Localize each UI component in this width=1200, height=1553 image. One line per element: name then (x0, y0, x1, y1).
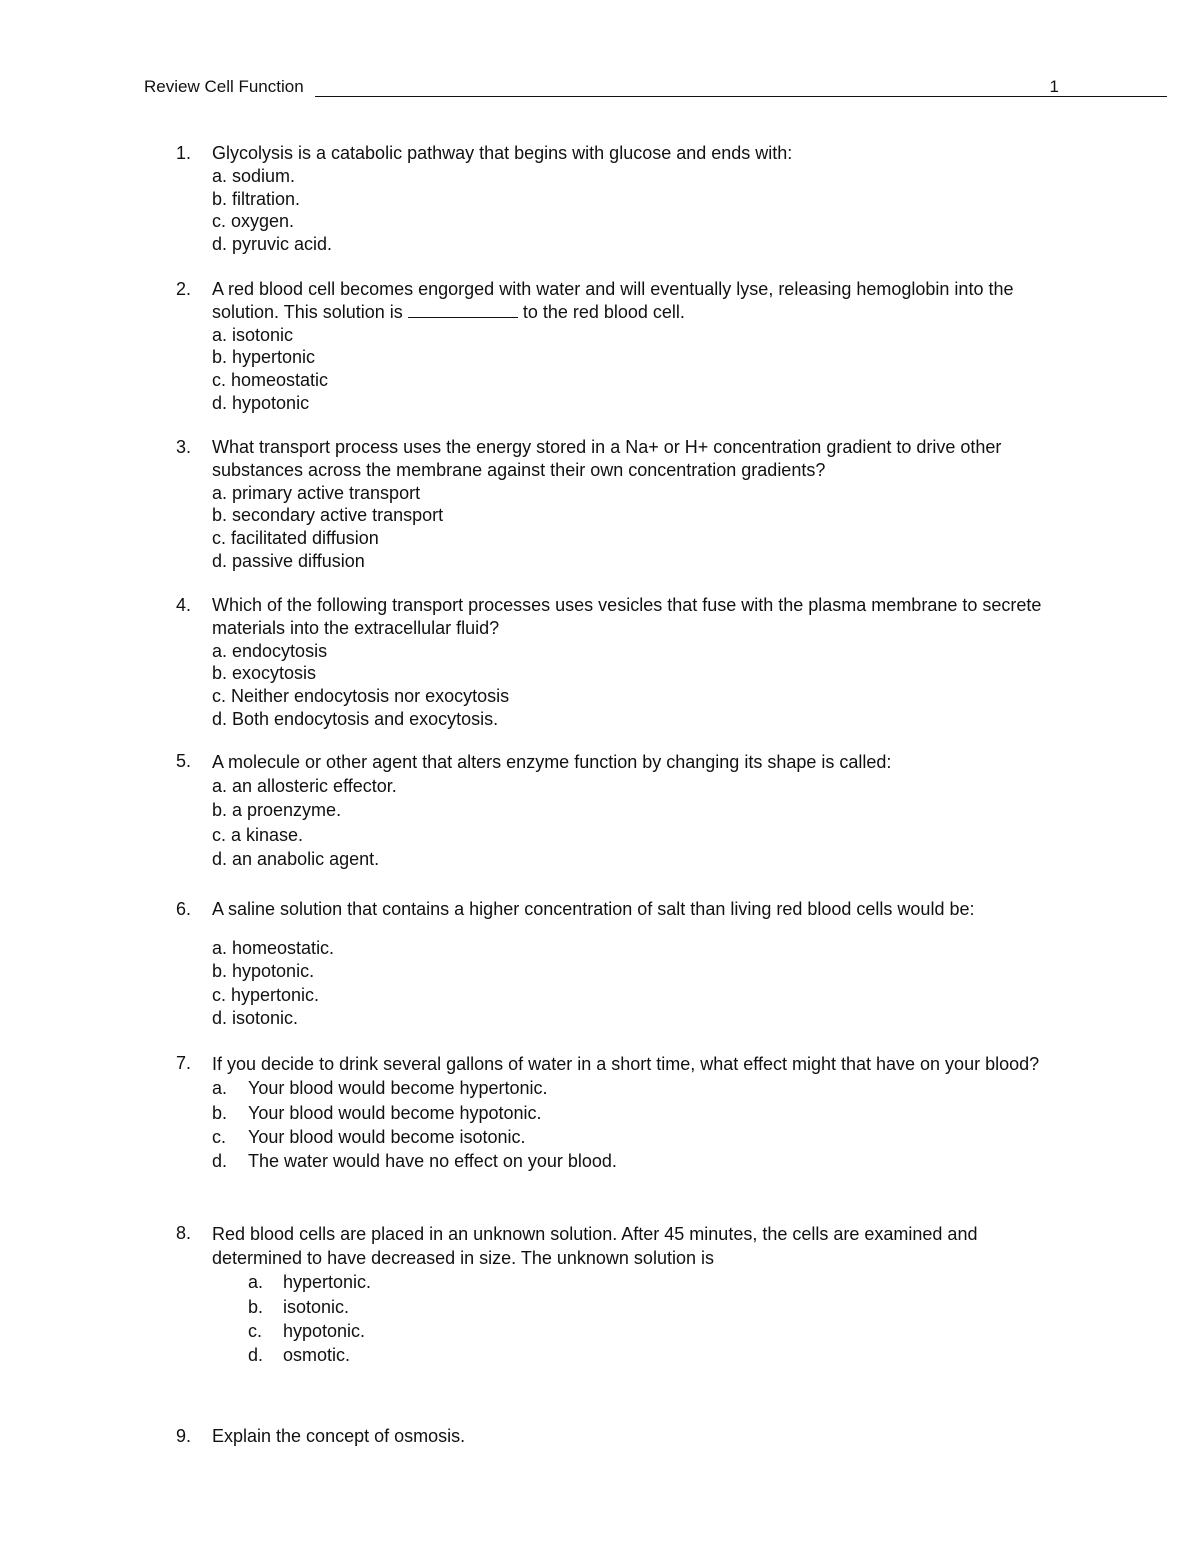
answer-option (212, 1125, 1066, 1149)
question-stem: A saline solution that contains a higher concentration of salt than living red blood cells would be: (212, 899, 975, 919)
answer-options (212, 774, 1066, 871)
question-stem (212, 278, 1066, 324)
answer-option: b. exocytosis (212, 663, 317, 684)
answer-option: d. hypotonic (212, 392, 310, 413)
answer-option: a. sodium. (212, 165, 296, 186)
answer-option: c. homeostatic (212, 370, 329, 390)
question-stem: Which of the following transport processes uses vesicles that fuse with the plasma membrane to secrete materials into the extracellular fluid? (212, 595, 1042, 638)
answer-option (212, 1101, 1066, 1125)
answer-option: a. an allosteric effector. (212, 776, 397, 796)
answer-option: a. homeostatic. (212, 938, 335, 958)
answer-option: b. filtration. (212, 188, 301, 209)
answer-options (212, 165, 1066, 256)
option-letter: d. (212, 1151, 228, 1172)
option-text: isotonic. (283, 1296, 350, 1317)
question-6 (176, 898, 1066, 1030)
question-5 (176, 750, 1066, 871)
answer-option: a. isotonic (212, 324, 294, 345)
answer-options (212, 482, 1066, 573)
question-number: 8. (176, 1223, 192, 1243)
question-9 (176, 1425, 1066, 1448)
option-letter: c. (248, 1321, 263, 1341)
answer-options (248, 1270, 1066, 1367)
answer-option (248, 1319, 1066, 1343)
question-stem-part: to the red blood cell. (522, 301, 685, 322)
question-stem: A molecule or other agent that alters enzyme function by changing its shape is called: (212, 752, 892, 772)
question-7 (176, 1052, 1066, 1173)
option-letter: a. (248, 1272, 264, 1293)
answer-option: d. Both endocytosis and exocytosis. (212, 708, 499, 729)
answer-option: a. primary active transport (212, 482, 421, 503)
answer-option: b. secondary active transport (212, 505, 444, 526)
answer-options (212, 640, 1066, 731)
fill-in-blank (408, 303, 518, 318)
page-number: 1 (1049, 77, 1059, 96)
option-text: hypertonic. (283, 1272, 372, 1293)
option-letter: d. (248, 1345, 264, 1366)
question-stem-part: A red blood cell becomes engorged with water and will eventually lyse, releasing hemoglobin into the solution. This solution is (212, 279, 1014, 322)
option-text: Your blood would become hypertonic. (248, 1078, 548, 1099)
option-text: Your blood would become isotonic. (248, 1126, 526, 1147)
question-number: 5. (176, 751, 192, 771)
question-number: 1. (176, 143, 192, 163)
question-number: 2. (176, 279, 192, 299)
question-number: 3. (176, 437, 192, 457)
question-1 (176, 142, 1066, 256)
question-3 (176, 436, 1066, 572)
question-number: 6. (176, 899, 192, 919)
option-text: hypotonic. (283, 1321, 366, 1341)
option-letter: c. (212, 1126, 227, 1147)
question-stem: If you decide to drink several gallons of water in a short time, what effect might that have on your blood? (212, 1054, 1040, 1074)
answer-options (212, 1076, 1066, 1173)
answer-option: c. facilitated diffusion (212, 528, 379, 548)
page-header (144, 76, 1059, 100)
answer-option: d. an anabolic agent. (212, 848, 380, 869)
answer-option: d. passive diffusion (212, 550, 365, 571)
option-letter: a. (212, 1078, 228, 1099)
question-number: 4. (176, 595, 192, 615)
option-text: The water would have no effect on your blood. (248, 1151, 617, 1172)
question-stem: What transport process uses the energy stored in a Na+ or H+ concentration gradient to drive other substances across the membrane against their own concentration gradients? (212, 437, 1002, 480)
answer-option: c. Neither endocytosis nor exocytosis (212, 686, 510, 706)
answer-option (248, 1295, 1066, 1319)
answer-option: d. isotonic. (212, 1007, 299, 1028)
question-stem: Glycolysis is a catabolic pathway that begins with glucose and ends with: (212, 143, 793, 163)
answer-option: c. oxygen. (212, 211, 295, 232)
option-letter: b. (212, 1102, 228, 1123)
option-text: osmotic. (283, 1345, 351, 1366)
question-2 (176, 278, 1066, 414)
answer-option: a. endocytosis (212, 640, 328, 661)
header-rule (315, 96, 1167, 97)
answer-option: b. hypertonic (212, 347, 316, 368)
question-stem: Explain the concept of osmosis. (212, 1426, 466, 1446)
header-title: Review Cell Function (144, 77, 304, 96)
answer-option (212, 1149, 1066, 1173)
answer-option: b. a proenzyme. (212, 800, 342, 821)
answer-option (212, 1076, 1066, 1100)
answer-option (248, 1270, 1066, 1294)
option-text: Your blood would become hypotonic. (248, 1102, 542, 1123)
answer-option (248, 1343, 1066, 1367)
question-8 (176, 1222, 1066, 1368)
answer-option: b. hypotonic. (212, 961, 315, 982)
answer-option: d. pyruvic acid. (212, 233, 333, 254)
answer-options (212, 324, 1066, 415)
question-stem: Red blood cells are placed in an unknown solution. After 45 minutes, the cells are examined and determined to have decreased in size. The unknown solution is (212, 1224, 978, 1269)
question-4 (176, 594, 1066, 730)
question-number: 7. (176, 1053, 192, 1073)
answer-options (212, 937, 1066, 1030)
question-number: 9. (176, 1426, 192, 1446)
answer-option: c. a kinase. (212, 824, 304, 845)
answer-option: c. hypertonic. (212, 984, 320, 1005)
option-letter: b. (248, 1296, 264, 1317)
